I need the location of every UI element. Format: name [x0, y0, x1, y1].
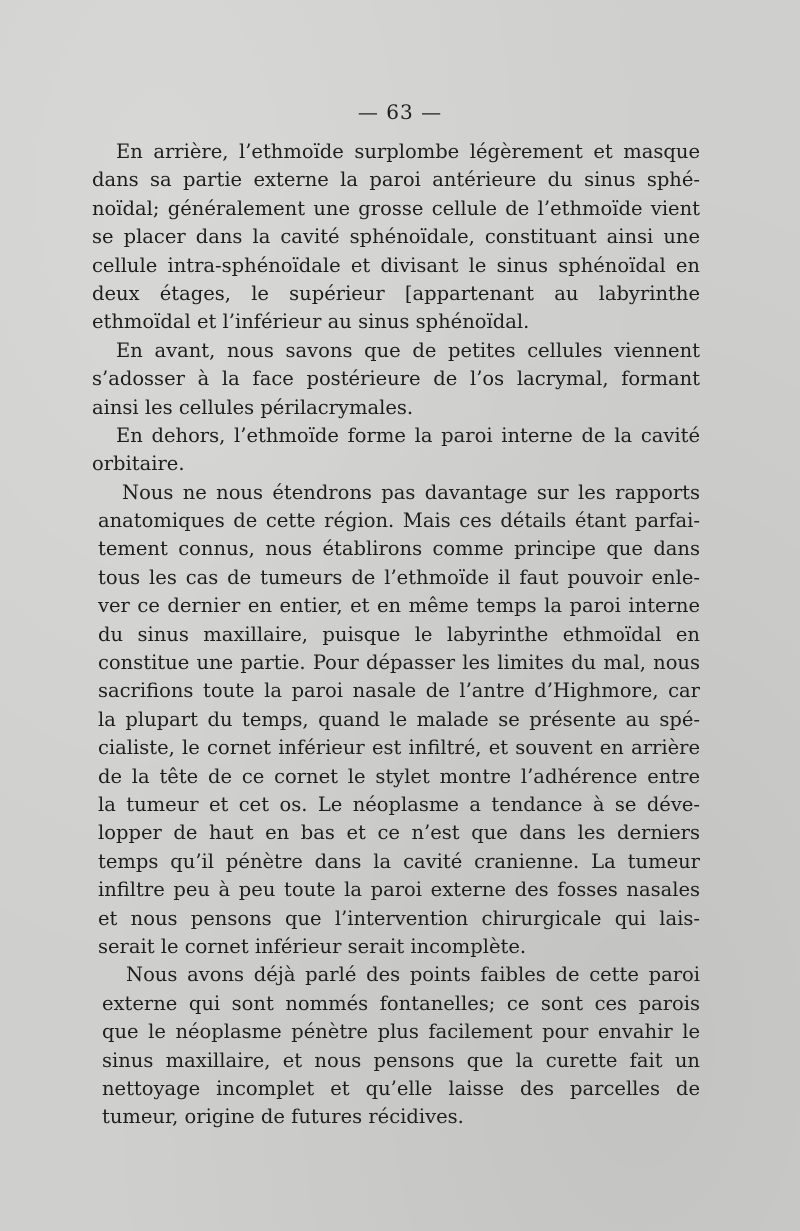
paragraph	[92, 337, 700, 422]
text-line: la tumeur et cet os. Le néoplasme a tendance à se déve-	[98, 792, 700, 816]
text-line: s’adosser à la face postérieure de l’os lacrymal, formant	[92, 367, 700, 391]
text-line: temps qu’il pénètre dans la cavité cranienne. La tumeur	[98, 849, 700, 873]
text-line: dans sa partie externe la paroi antérieure du sinus sphé-	[92, 168, 700, 192]
paragraph	[92, 422, 700, 479]
text-line: et nous pensons que l’intervention chirurgicale qui lais-	[98, 906, 700, 930]
text-line: ainsi les cellules périlacrymales.	[92, 395, 414, 419]
text-line: de la tête de ce cornet le stylet montre l’adhérence entre	[98, 764, 700, 788]
text-line: du sinus maxillaire, puisque le labyrinthe ethmoïdal en	[98, 622, 700, 646]
text-line: externe qui sont nommés fontanelles; ce sont ces parois	[102, 991, 700, 1015]
text-line: tumeur, origine de futures récidives.	[102, 1105, 464, 1129]
text-line: orbitaire.	[92, 452, 185, 476]
paragraph	[98, 479, 700, 962]
text-line: se placer dans la cavité sphénoïdale, constituant ainsi une	[92, 225, 700, 249]
text-line: sacrifions toute la paroi nasale de l’antre d’Highmore, car	[98, 679, 700, 703]
text-line: serait le cornet inférieur serait incomplète.	[98, 934, 527, 958]
text-line: ethmoïdal et l’inférieur au sinus sphénoïdal.	[92, 310, 530, 334]
text-line: Nous ne nous étendrons pas davantage sur les rapports	[122, 480, 700, 504]
text-line: ver ce dernier en entier, et en même temps la paroi interne	[98, 594, 700, 618]
text-line: En dehors, l’ethmoïde forme la paroi interne de la cavité	[116, 423, 700, 447]
page-number: — 63 —	[357, 100, 443, 124]
text-line: la plupart du temps, quand le malade se présente au spé-	[98, 707, 700, 731]
text-line: anatomiques de cette région. Mais ces détails étant parfai-	[98, 509, 700, 533]
text-line: lopper de haut en bas et ce n’est que dans les derniers	[98, 821, 700, 845]
text-line: cialiste, le cornet inférieur est infiltré, et souvent en arrière	[98, 736, 700, 760]
text-line: que le néoplasme pénètre plus facilement pour envahir le	[102, 1020, 700, 1044]
text-line: sinus maxillaire, et nous pensons que la curette fait un	[102, 1048, 700, 1072]
paragraph	[102, 961, 700, 1131]
text-line: tous les cas de tumeurs de l’ethmoïde il faut pouvoir enle-	[98, 565, 700, 589]
text-line: En arrière, l’ethmoïde surplombe légèrement et masque	[116, 140, 700, 163]
paragraph	[92, 138, 700, 337]
text-line: infiltre peu à peu toute la paroi externe des fosses nasales	[98, 878, 700, 902]
text-line: noïdal; généralement une grosse cellule de l’ethmoïde vient	[92, 196, 700, 220]
text-line: En avant, nous savons que de petites cellules viennent	[116, 338, 700, 362]
text-line: nettoyage incomplet et qu’elle laisse des parcelles de	[102, 1076, 700, 1100]
text-line: deux étages, le supérieur [appartenant au labyrinthe	[92, 281, 700, 305]
text-line: Nous avons déjà parlé des points faibles de cette paroi	[126, 963, 700, 987]
text-line: tement connus, nous établirons comme principe que dans	[98, 537, 700, 561]
text-line: cellule intra-sphénoïdale et divisant le sinus sphénoïdal en	[92, 253, 700, 277]
body-text	[92, 138, 700, 1132]
text-line: constitue une partie. Pour dépasser les limites du mal, nous	[98, 651, 700, 675]
